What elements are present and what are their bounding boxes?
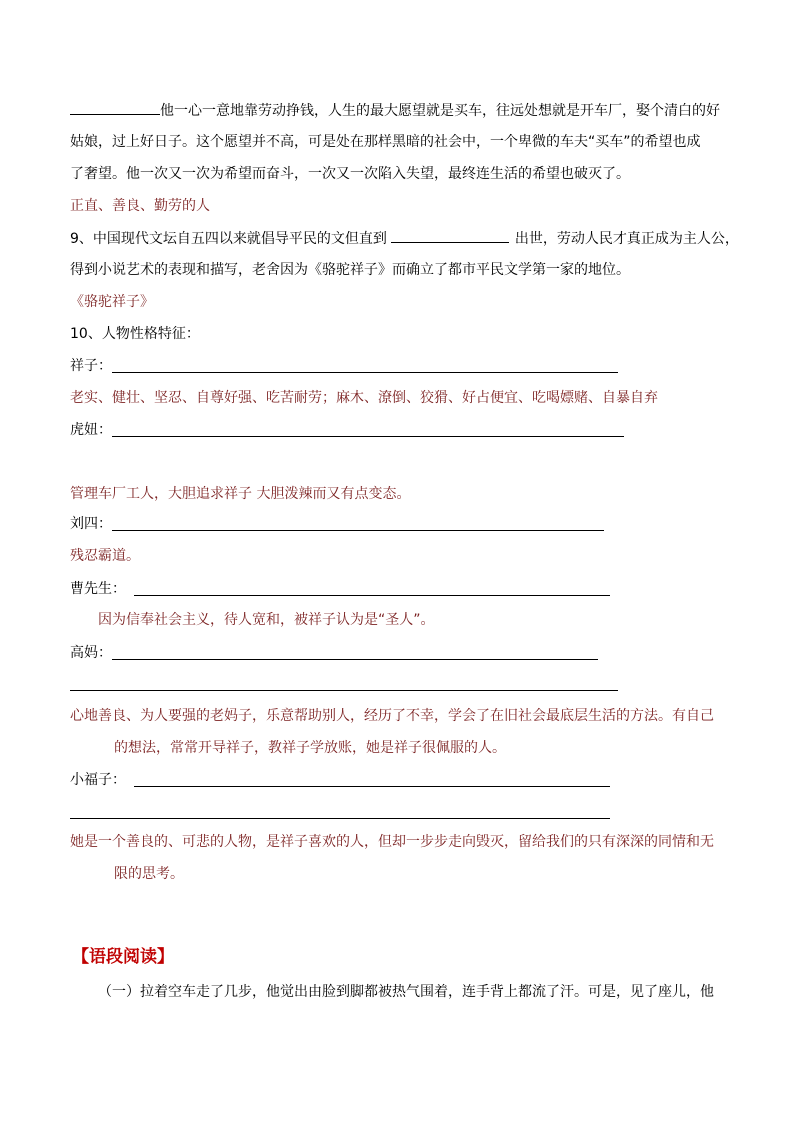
xiangzi-answer-line: [112, 372, 618, 373]
q10-title: 10、人物性格特征：: [70, 326, 200, 342]
xiaofuzi-answer-line-2: [70, 818, 610, 819]
q8-answer: 正直、善良、勤劳的人: [70, 198, 210, 214]
xiaofuzi-answer-line-1: [134, 786, 610, 787]
huniu-answer-line: [112, 436, 624, 437]
cao-label: 曹先生：: [70, 581, 126, 597]
liusi-answer-line: [112, 530, 604, 531]
q8-line-3: 了奢望。他一次又一次为希望而奋斗，一次又一次陷入失望，最终连生活的希望也破灭了。: [70, 166, 630, 182]
section-heading: 【语段阅读】: [72, 947, 174, 967]
huniu-answer: 管理车厂工人，大胆追求祥子 大胆泼辣而又有点变态。: [70, 486, 411, 502]
q8-line-2: 姑娘，过上好日子。这个愿望并不高，可是处在那样黑暗的社会中，一个卑微的车夫“买车”的希望也成: [70, 134, 701, 150]
xiaofuzi-answer-2: 限的思考。: [114, 866, 184, 882]
gaoma-answer-2: 的想法，常常开导祥子，教祥子学放账，她是祥子很佩服的人。: [114, 740, 506, 756]
passage-line-1: （一）拉着空车走了几步，他觉出由脸到脚都被热气围着，连手背上都流了汗。可是，见了座儿，他: [98, 984, 714, 1000]
gaoma-answer-line-2: [70, 690, 618, 691]
q9-answer: 《骆驼祥子》: [70, 294, 154, 310]
gaoma-answer-line-1: [112, 659, 598, 660]
q8-line-1: 他一心一意地靠劳动挣钱，人生的最大愿望就是买车，往远处想就是开车厂，娶个清白的好: [70, 100, 720, 121]
q9-line-1: 9、中国现代文坛自五四以来就倡导平民的文但直到 出世，劳动人民才真正成为主人公，: [70, 228, 739, 249]
xiaofuzi-answer-1: 她是一个善良的、可悲的人物，是祥子喜欢的人，但却一步步走向毁灭，留给我们的只有深深的同情和无: [70, 834, 714, 850]
cao-answer: 因为信奉社会主义，待人宽和，被祥子认为是“圣人”。: [98, 612, 435, 628]
xiaofuzi-label: 小福子：: [70, 772, 126, 788]
cao-answer-line: [134, 595, 610, 596]
xiangzi-label: 祥子：: [70, 358, 112, 374]
liusi-label: 刘四：: [70, 516, 112, 532]
gaoma-label: 高妈：: [70, 645, 112, 661]
q9-blank: [391, 228, 509, 243]
huniu-label: 虎妞：: [70, 422, 112, 438]
q8-blank: [70, 100, 160, 115]
xiangzi-answer: 老实、健壮、坚忍、自尊好强、吃苦耐劳；麻木、潦倒、狡猾、好占便宜、吃喝嫖赌、自暴自弃: [70, 390, 658, 406]
q9-line-2: 得到小说艺术的表现和描写，老舍因为《骆驼祥子》而确立了都市平民文学第一家的地位。: [70, 262, 630, 278]
liusi-answer: 残忍霸道。: [70, 548, 140, 564]
gaoma-answer-1: 心地善良、为人要强的老妈子，乐意帮助别人，经历了不幸，学会了在旧社会最底层生活的方法。有自己: [70, 708, 714, 724]
